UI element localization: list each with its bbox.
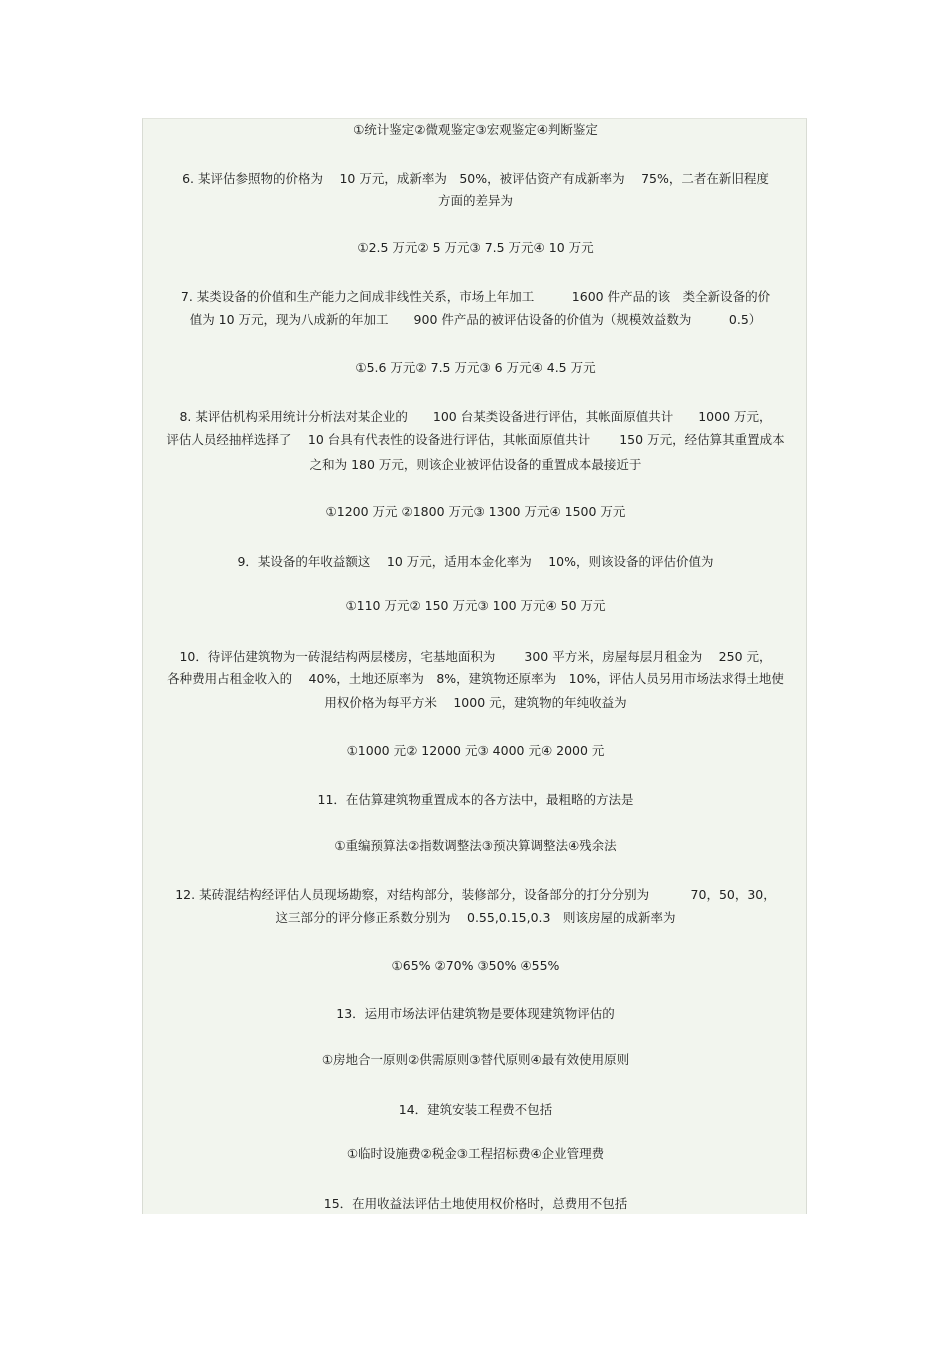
option-line-q14: ①临时设施费②税金③工程招标费④企业管理费: [346, 1146, 605, 1161]
document-panel: [142, 118, 807, 1214]
question-13-line-1: 13．运用市场法评估建筑物是要体现建筑物评估的: [336, 1006, 615, 1021]
option-line-q6: ①2.5 万元② 5 万元③ 7.5 万元④ 10 万元: [357, 240, 594, 255]
option-line-q13: ①房地合一原则②供需原则③替代原则④最有效使用原则: [321, 1052, 630, 1067]
question-12-line-2: 这三部分的评分修正系数分别为 0.55,0.15,0.3 则该房屋的成新率为: [275, 910, 676, 925]
option-line-q7: ①5.6 万元② 7.5 万元③ 6 万元④ 4.5 万元: [355, 360, 596, 375]
question-10-line-3: 用权价格为每平方米 1000 元，建筑物的年纯收益为: [324, 695, 627, 710]
question-7-line-2: 值为 10 万元，现为八成新的年加工 900 件产品的被评估设备的价值为（规模效益数为 0.5）: [189, 312, 762, 327]
option-line-q5: ①统计鉴定②微观鉴定③宏观鉴定④判断鉴定: [353, 122, 598, 137]
option-line-q8: ①1200 万元 ②1800 万元③ 1300 万元④ 1500 万元: [325, 504, 626, 519]
question-10-line-2: 各种费用占租金收入的 40%，土地还原率为 8%，建筑物还原率为 10%，评估人员另用市场法求得土地使: [167, 671, 784, 686]
option-line-q9: ①110 万元② 150 万元③ 100 万元④ 50 万元: [345, 598, 606, 613]
question-14-line-1: 14．建筑安装工程费不包括: [398, 1102, 553, 1117]
question-15-line-1: 15．在用收益法评估土地使用权价格时，总费用不包括: [323, 1196, 628, 1211]
question-12-line-1: 12. 某砖混结构经评估人员现场勘察，对结构部分，装修部分，设备部分的打分分别为 70，50，30，: [175, 887, 776, 902]
question-7-line-1: 7. 某类设备的价值和生产能力之间成非线性关系，市场上年加工 1600 件产品的该 类全新设备的价: [180, 289, 771, 304]
question-9-line-1: 9．某设备的年收益额这 10 万元，适用本金化率为 10%，则该设备的评估价值为: [237, 554, 714, 569]
question-10-line-1: 10．待评估建筑物为一砖混结构两层楼房，宅基地面积为 300 平方米，房屋每层月租金为 250 元，: [179, 649, 772, 664]
question-11-line-1: 11．在估算建筑物重置成本的各方法中，最粗略的方法是: [317, 792, 634, 807]
option-line-q10: ①1000 元② 12000 元③ 4000 元④ 2000 元: [346, 743, 605, 758]
question-8-line-2: 评估人员经抽样选择了 10 台具有代表性的设备进行评估，其帐面原值共计 150 万元，经估算其重置成本: [166, 432, 785, 447]
question-6-line-2: 方面的差异为: [437, 193, 513, 208]
question-8-line-3: 之和为 180 万元，则该企业被评估设备的重置成本最接近于: [309, 457, 642, 472]
option-line-q12: ①65% ②70% ③50% ④55%: [391, 958, 560, 973]
question-8-line-1: 8. 某评估机构采用统计分析法对某企业的 100 台某类设备进行评估，其帐面原值共计 1000 万元，: [179, 409, 772, 424]
option-line-q11: ①重编预算法②指数调整法③预决算调整法④残余法: [334, 838, 617, 853]
question-6-line-1: 6. 某评估参照物的价格为 10 万元，成新率为 50%，被评估资产有成新率为 75%，二者在新旧程度: [182, 171, 769, 186]
